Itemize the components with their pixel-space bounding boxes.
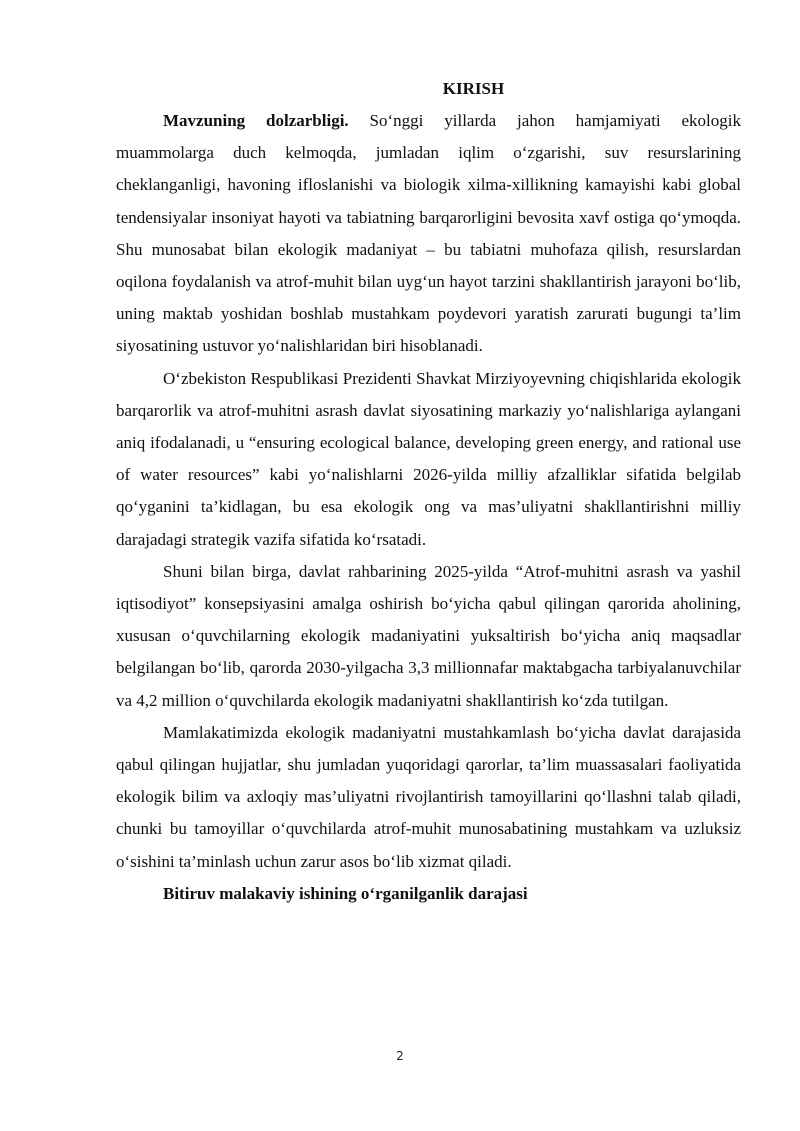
document-page <box>116 72 741 910</box>
page-number: 2 <box>396 1049 404 1063</box>
section-title: KIRISH <box>442 79 505 98</box>
paragraph-decree: Shuni bilan birga, davlat rahbarining 2025-yilda “Atrof-muhitni asrash va yashil iqtisodiyot” konsepsiyasini amalga oshirish bo‘yicha qabul qilingan qarorida aholining, xususan o‘quvchilarning ekologik madaniyatini yuksaltirish bo‘yicha aniq maqsadlar belgilangan bo‘lib, qarorda 2030-yilgacha 3,3 millionnafar maktabgacha tarbiyalanuvchilar va 4,2 million o‘quvchilarda ekologik madaniyatni shakllantirish ko‘zda tutilgan. <box>116 561 741 710</box>
paragraph-president: O‘zbekiston Respublikasi Prezidenti Shavkat Mirziyoyevning chiqishlarida ekologik barqarorlik va atrof-muhitni asrash davlat siyosatining markaziy yo‘nalishlariga aylangani aniq ifodalanadi, u “ensuring ecological balance, developing green energy, and rational use of water resources” kabi yo‘nalishlarni 2026-yilda milliy afzalliklar sifatida belgilab qo‘yganini ta’kidlagan, bu esa ekologik ong va mas’uliyatni shakllantirishni milliy darajadagi strategik vazifa sifatida ko‘rsatadi. <box>116 368 741 549</box>
paragraph-lead: Mavzuning dolzarbligi. <box>163 111 349 130</box>
paragraph-text: So‘nggi yillarda jahon hamjamiyati ekologik muammolarga duch kelmoqda, jumladan iqlim o‘zgarishi, suv resurslarining cheklanganligi, havoning ifloslanishi va biologik xilma-xillikning kamayishi kabi global tendensiyalar insoniyat hayoti va tabiatning barqarorligini bevosita xavf ostiga qo‘ymoqda. Shu munosabat bilan ekologik madaniyat – bu tabiatni muhofaza qilish, resurslardan oqilona foydalanish va atrof-muhit bilan uyg‘un hayot tarzini shakllantirish jarayoni bo‘lib, uning maktab yoshidan boshlab mustahkam poydevori yaratish zarurati bugungi ta’lim siyosatining ustuvor yo‘nalishlaridan biri hisoblanadi. <box>116 111 741 356</box>
subsection-heading: Bitiruv malakaviy ishining o‘rganilganlik darajasi <box>163 883 528 903</box>
paragraph-relevance <box>116 105 741 363</box>
paragraph-documents: Mamlakatimizda ekologik madaniyatni mustahkamlash bo‘yicha davlat darajasida qabul qilingan hujjatlar, shu jumladan yuqoridagi qarorlar, ta’lim muassasalari faoliyatida ekologik bilim va axloqiy mas’uliyatni rivojlantirish tamoyillarini qo‘llashni talab qiladi, chunki bu tamoyillar o‘quvchilarda atrof-muhit munosabatining mustahkam va uzluksiz o‘sishini ta’minlash uchun zarur asos bo‘lib xizmat qiladi. <box>116 722 741 871</box>
